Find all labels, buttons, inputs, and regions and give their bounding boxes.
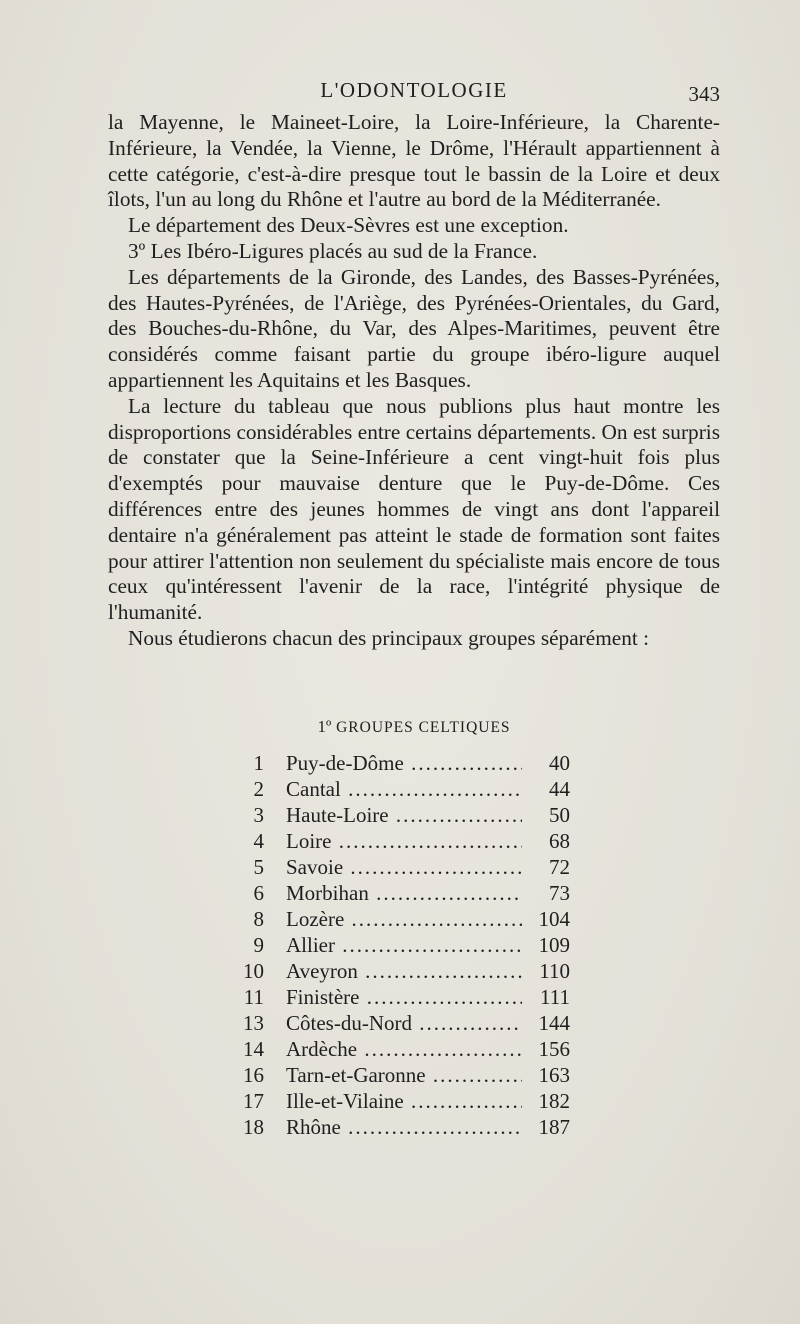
rank-cell: 5 — [253, 855, 264, 879]
table-row — [228, 828, 578, 854]
paragraph: Nous étudierons chacun des principaux groupes séparément : — [128, 625, 650, 650]
rank-cell: 2 — [253, 777, 264, 801]
department-cell: Aveyron ..... — [286, 958, 522, 984]
table-row — [228, 984, 578, 1010]
paragraph: Le département des Deux-Sèvres est une exception. — [128, 213, 569, 238]
page-header — [108, 76, 720, 106]
running-head: L'ODONTOLOGIE — [320, 78, 508, 102]
table-row — [228, 854, 578, 880]
rank-cell: 10 — [243, 959, 264, 983]
department-cell: Ille-et-Vilaine ..... — [286, 1088, 522, 1114]
rank-cell: 1 — [253, 751, 264, 775]
rank-cell: 4 — [253, 829, 264, 853]
table-row — [228, 1010, 578, 1036]
department-cell: Savoie ..... — [286, 854, 522, 880]
rank-cell: 6 — [253, 881, 264, 905]
value-cell: 68 — [549, 829, 570, 853]
department-cell: Loire ..... — [286, 828, 522, 854]
department-cell: Tarn-et-Garonne ..... — [286, 1062, 522, 1088]
value-cell: 182 — [538, 1089, 570, 1113]
value-cell: 50 — [549, 803, 570, 827]
paragraph: 3º Les Ibéro-Ligures placés au sud de la France. — [128, 238, 538, 263]
paragraph: La lecture du tableau que nous publions plus haut montre les disproportions considérables entre certains départements. On est surpris de constater que la Seine-Inférieure a cent vingt-huit fois plus d'exemptés pour mauvaise denture que le Puy-de-Dôme. Ces différences entre des jeunes hommes de vingt ans dont l'appareil dentaire n'a généralement pas atteint le stade de formation sont faites pour attirer l'attention non seulement du spécialiste mais encore de tous ceux qu'intéressent l'avenir de la race, l'intégrité physique de l'humanité. — [108, 393, 720, 625]
paragraph: Les départements de la Gironde, des Landes, des Basses-Pyrénées, des Hautes-Pyrénées, de l'Ariège, des Pyrénées-Orientales, du Gard, des Bouches-du-Rhône, du Var, des Alpes-Maritimes, peuvent être considérés comme faisant partie du groupe ibéro-ligure auquel appartiennent les Aquitains et les Basques. — [108, 264, 720, 392]
department-cell: Rhône ..... — [286, 1114, 522, 1140]
value-cell: 187 — [538, 1115, 570, 1139]
rank-cell: 16 — [243, 1063, 264, 1087]
value-cell: 144 — [538, 1011, 570, 1035]
rank-cell: 11 — [243, 985, 264, 1009]
value-cell: 40 — [549, 751, 570, 775]
page-number: 343 — [688, 82, 720, 106]
table-row — [228, 776, 578, 802]
rank-cell: 17 — [243, 1089, 264, 1113]
value-cell: 104 — [538, 907, 570, 931]
table-row — [228, 1088, 578, 1114]
department-cell: Lozère ..... — [286, 906, 522, 932]
table-row — [228, 1062, 578, 1088]
department-table — [228, 750, 578, 1140]
value-cell: 109 — [538, 933, 570, 957]
table-row — [228, 802, 578, 828]
department-cell: Cantal ..... — [286, 776, 522, 802]
rank-cell: 9 — [253, 933, 264, 957]
rank-cell: 13 — [243, 1011, 264, 1035]
department-cell: Côtes-du-Nord ..... — [286, 1010, 522, 1036]
value-cell: 110 — [539, 959, 570, 983]
body-text — [108, 110, 720, 652]
table-row — [228, 750, 578, 776]
value-cell: 44 — [549, 777, 570, 801]
table-row — [228, 932, 578, 958]
rank-cell: 18 — [243, 1115, 264, 1139]
rank-cell: 8 — [253, 907, 264, 931]
department-cell: Haute-Loire ..... — [286, 802, 522, 828]
value-cell: 73 — [549, 881, 570, 905]
table-row — [228, 906, 578, 932]
table-row — [228, 1036, 578, 1062]
rank-cell: 14 — [243, 1037, 264, 1061]
value-cell: 111 — [540, 985, 570, 1009]
department-cell: Finistère ..... — [286, 984, 522, 1010]
section-heading — [108, 717, 720, 737]
table-row — [228, 1114, 578, 1140]
value-cell: 163 — [538, 1063, 570, 1087]
paragraph: la Mayenne, le Maineet-Loire, la Loire-Inférieure, la Charente-Inférieure, la Vendée, la Vienne, le Drôme, l'Hérault appartiennent à cette catégorie, c'est-à-dire presque tout le bassin de la Loire et deux îlots, l'un au long du Rhône et l'autre au bord de la Méditerranée. — [108, 110, 720, 212]
department-cell: Morbihan ..... — [286, 880, 522, 906]
department-cell: Ardèche ..... — [286, 1036, 522, 1062]
section-title: GROUPES CELTIQUES — [336, 719, 511, 736]
department-cell: Allier ..... — [286, 932, 522, 958]
department-cell: Puy-de-Dôme ..... — [286, 750, 522, 776]
rank-cell: 3 — [253, 803, 264, 827]
section-number: 1º — [317, 717, 332, 736]
table-row — [228, 958, 578, 984]
value-cell: 156 — [538, 1037, 570, 1061]
value-cell: 72 — [549, 855, 570, 879]
table-row — [228, 880, 578, 906]
